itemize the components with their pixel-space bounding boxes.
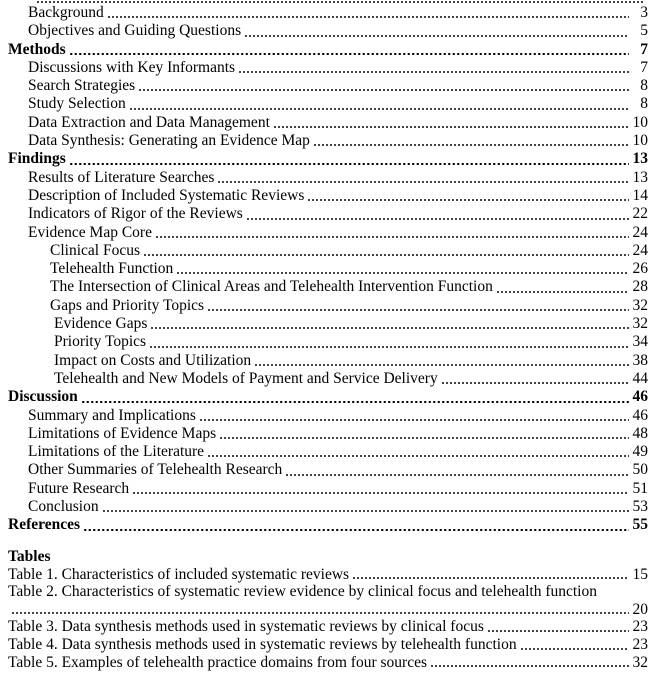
dot-leader <box>143 254 629 256</box>
dot-leader <box>149 346 629 348</box>
table-entry <box>8 618 648 636</box>
table-entry-line2 <box>8 601 648 619</box>
dot-leader <box>11 612 629 614</box>
toc-entry <box>8 516 648 534</box>
tables-heading: Tables <box>8 548 51 566</box>
dot-leader <box>150 327 629 329</box>
toc-entry <box>8 4 648 22</box>
toc-entry <box>8 59 648 77</box>
toc-entry-page: 24 <box>632 241 648 259</box>
tables-section <box>8 548 648 671</box>
toc-entry-page: 10 <box>632 113 648 131</box>
dot-leader <box>285 474 629 476</box>
toc-entry <box>8 315 648 333</box>
dot-leader <box>207 455 629 457</box>
toc-entry-page: 44 <box>632 369 648 387</box>
toc-entry-label: Gaps and Priority Topics <box>50 296 205 314</box>
dot-leader <box>307 199 629 201</box>
table-entry-label: Table 2. Characteristics of systematic review evidence by clinical focus and telehealth function <box>8 583 597 601</box>
toc-entry-label: Limitations of Evidence Maps <box>28 424 217 442</box>
table-entry <box>8 566 648 584</box>
toc-entry-label: Conclusion <box>28 498 99 516</box>
toc-entry-label: Impact on Costs and Utilization <box>54 351 252 369</box>
toc-entry-page: 55 <box>632 516 648 534</box>
table-entry-label: Table 3. Data synthesis methods used in systematic reviews by clinical focus <box>8 618 484 636</box>
dot-leader <box>254 364 629 366</box>
toc-entry <box>8 461 648 479</box>
toc-entry-label: Discussions with Key Informants <box>28 58 236 76</box>
toc-entry <box>8 297 648 315</box>
toc-entry-label: Description of Included Systematic Reviews <box>28 186 305 204</box>
toc-entry <box>8 41 648 59</box>
dot-leader <box>520 648 629 650</box>
toc-entry-page: 28 <box>632 278 648 296</box>
dot-leader <box>238 71 629 73</box>
table-entry <box>8 654 648 672</box>
toc-entry <box>8 169 648 187</box>
toc-entry-page: 22 <box>632 205 648 223</box>
toc-entry-page: 46 <box>632 406 648 424</box>
toc-entry <box>8 95 648 113</box>
toc-entry-label: Other Summaries of Telehealth Research <box>28 461 283 479</box>
toc-entry-page: 3 <box>640 4 648 21</box>
dot-leader <box>217 181 629 183</box>
toc-entry-page: 8 <box>640 95 648 113</box>
clipped-leader-line <box>36 1 644 3</box>
toc-entry-label: The Intersection of Clinical Areas and Telehealth Intervention Function <box>50 278 493 296</box>
dot-leader <box>246 218 629 220</box>
dot-leader <box>176 272 629 274</box>
toc-entry-label: References <box>8 516 81 534</box>
toc-entry-page: 13 <box>632 168 648 186</box>
toc-entry-page: 8 <box>640 77 648 95</box>
toc-entry <box>8 480 648 498</box>
table-entry-line1 <box>8 583 648 601</box>
toc-entry-page: 46 <box>632 388 648 406</box>
dot-leader <box>69 53 629 56</box>
toc-entry <box>8 352 648 370</box>
toc-entry-page: 14 <box>632 186 648 204</box>
toc-entry-label: Data Extraction and Data Management <box>28 113 270 131</box>
toc-entry-page: 10 <box>632 132 648 150</box>
dot-leader <box>496 291 629 293</box>
dot-leader <box>155 236 629 238</box>
table-entry-page: 32 <box>632 653 648 671</box>
toc-entry <box>8 77 648 95</box>
toc-entry <box>8 388 648 406</box>
dot-leader <box>430 665 629 667</box>
toc-entry-label: Indicators of Rigor of the Reviews <box>28 205 243 223</box>
dot-leader <box>132 492 629 494</box>
toc-entry <box>8 278 648 296</box>
toc-entry <box>8 498 648 516</box>
toc-entry <box>8 425 648 443</box>
toc-entry <box>8 132 648 150</box>
toc-entry <box>8 114 648 132</box>
dot-leader <box>102 510 629 512</box>
table-of-contents <box>8 4 648 535</box>
toc-entry-label: Methods <box>8 40 66 58</box>
toc-entry-page: 32 <box>632 296 648 314</box>
toc-entry-page: 7 <box>640 58 648 76</box>
table-entry-label: Table 1. Characteristics of included systematic reviews <box>8 565 350 583</box>
toc-entry-label: Results of Literature Searches <box>28 168 215 186</box>
toc-entry-label: Telehealth and New Models of Payment and Service Delivery <box>54 369 438 387</box>
toc-entry-page: 24 <box>632 223 648 241</box>
toc-entry-label: Future Research <box>28 479 130 497</box>
toc-entry <box>8 150 648 168</box>
toc-entry-page: 34 <box>632 333 648 351</box>
table-entry-page: 15 <box>632 565 648 583</box>
toc-entry-label: Objectives and Guiding Questions <box>28 22 242 40</box>
toc-entry-page: 50 <box>632 461 648 479</box>
dot-leader <box>207 309 629 311</box>
dot-leader <box>219 437 629 439</box>
toc-entry <box>8 260 648 278</box>
toc-entry-label: Search Strategies <box>28 77 136 95</box>
toc-entry-label: Clinical Focus <box>50 241 140 259</box>
toc-entry <box>8 205 648 223</box>
tables-list <box>8 566 648 672</box>
dot-leader <box>199 419 629 421</box>
toc-entry <box>8 242 648 260</box>
toc-entry-label: Evidence Map Core <box>28 223 152 241</box>
toc-entry-page: 5 <box>640 22 648 40</box>
toc-entry-label: Telehealth Function <box>50 260 174 278</box>
toc-entry-label: Data Synthesis: Generating an Evidence Map <box>28 132 310 150</box>
toc-entry <box>8 22 648 40</box>
toc-entry-page: 26 <box>632 260 648 278</box>
dot-leader <box>69 163 629 166</box>
toc-entry <box>8 370 648 388</box>
table-entry-page: 23 <box>632 618 648 636</box>
toc-entry-label: Discussion <box>8 388 78 406</box>
toc-entry <box>8 187 648 205</box>
toc-entry-page: 51 <box>632 479 648 497</box>
dot-leader <box>83 529 629 532</box>
toc-entry <box>8 443 648 461</box>
toc-entry-page: 38 <box>632 351 648 369</box>
table-entry <box>8 636 648 654</box>
toc-entry-page: 48 <box>632 424 648 442</box>
toc-entry-label: Priority Topics <box>54 333 147 351</box>
dot-leader <box>352 577 629 579</box>
table-entry-label: Table 4. Data synthesis methods used in systematic reviews by telehealth function <box>8 636 517 654</box>
dot-leader <box>129 108 629 110</box>
dot-leader <box>107 16 629 18</box>
toc-entry-label: Study Selection <box>28 95 126 113</box>
dot-leader <box>244 35 629 37</box>
table-entry-label: Table 5. Examples of telehealth practice domains from four sources <box>8 653 427 671</box>
dot-leader <box>487 630 629 632</box>
dot-leader <box>273 126 629 128</box>
dot-leader <box>441 382 629 384</box>
toc-entry-page: 32 <box>632 315 648 333</box>
toc-entry-page: 7 <box>640 40 648 58</box>
toc-entry-label: Background <box>28 4 104 21</box>
toc-entry <box>8 224 648 242</box>
toc-entry-label: Limitations of the Literature <box>28 443 205 461</box>
toc-entry-page: 49 <box>632 443 648 461</box>
dot-leader <box>138 89 629 91</box>
toc-entry-label: Findings <box>8 150 66 168</box>
dot-leader <box>313 144 629 146</box>
toc-entry-page: 53 <box>632 498 648 516</box>
toc-entry-page: 13 <box>632 150 648 168</box>
toc-entry-label: Evidence Gaps <box>54 315 148 333</box>
table-entry-page: 23 <box>632 636 648 654</box>
toc-entry-label: Summary and Implications <box>28 406 196 424</box>
dot-leader <box>81 401 629 404</box>
toc-entry <box>8 333 648 351</box>
table-entry-page: 20 <box>632 600 648 618</box>
toc-entry <box>8 407 648 425</box>
